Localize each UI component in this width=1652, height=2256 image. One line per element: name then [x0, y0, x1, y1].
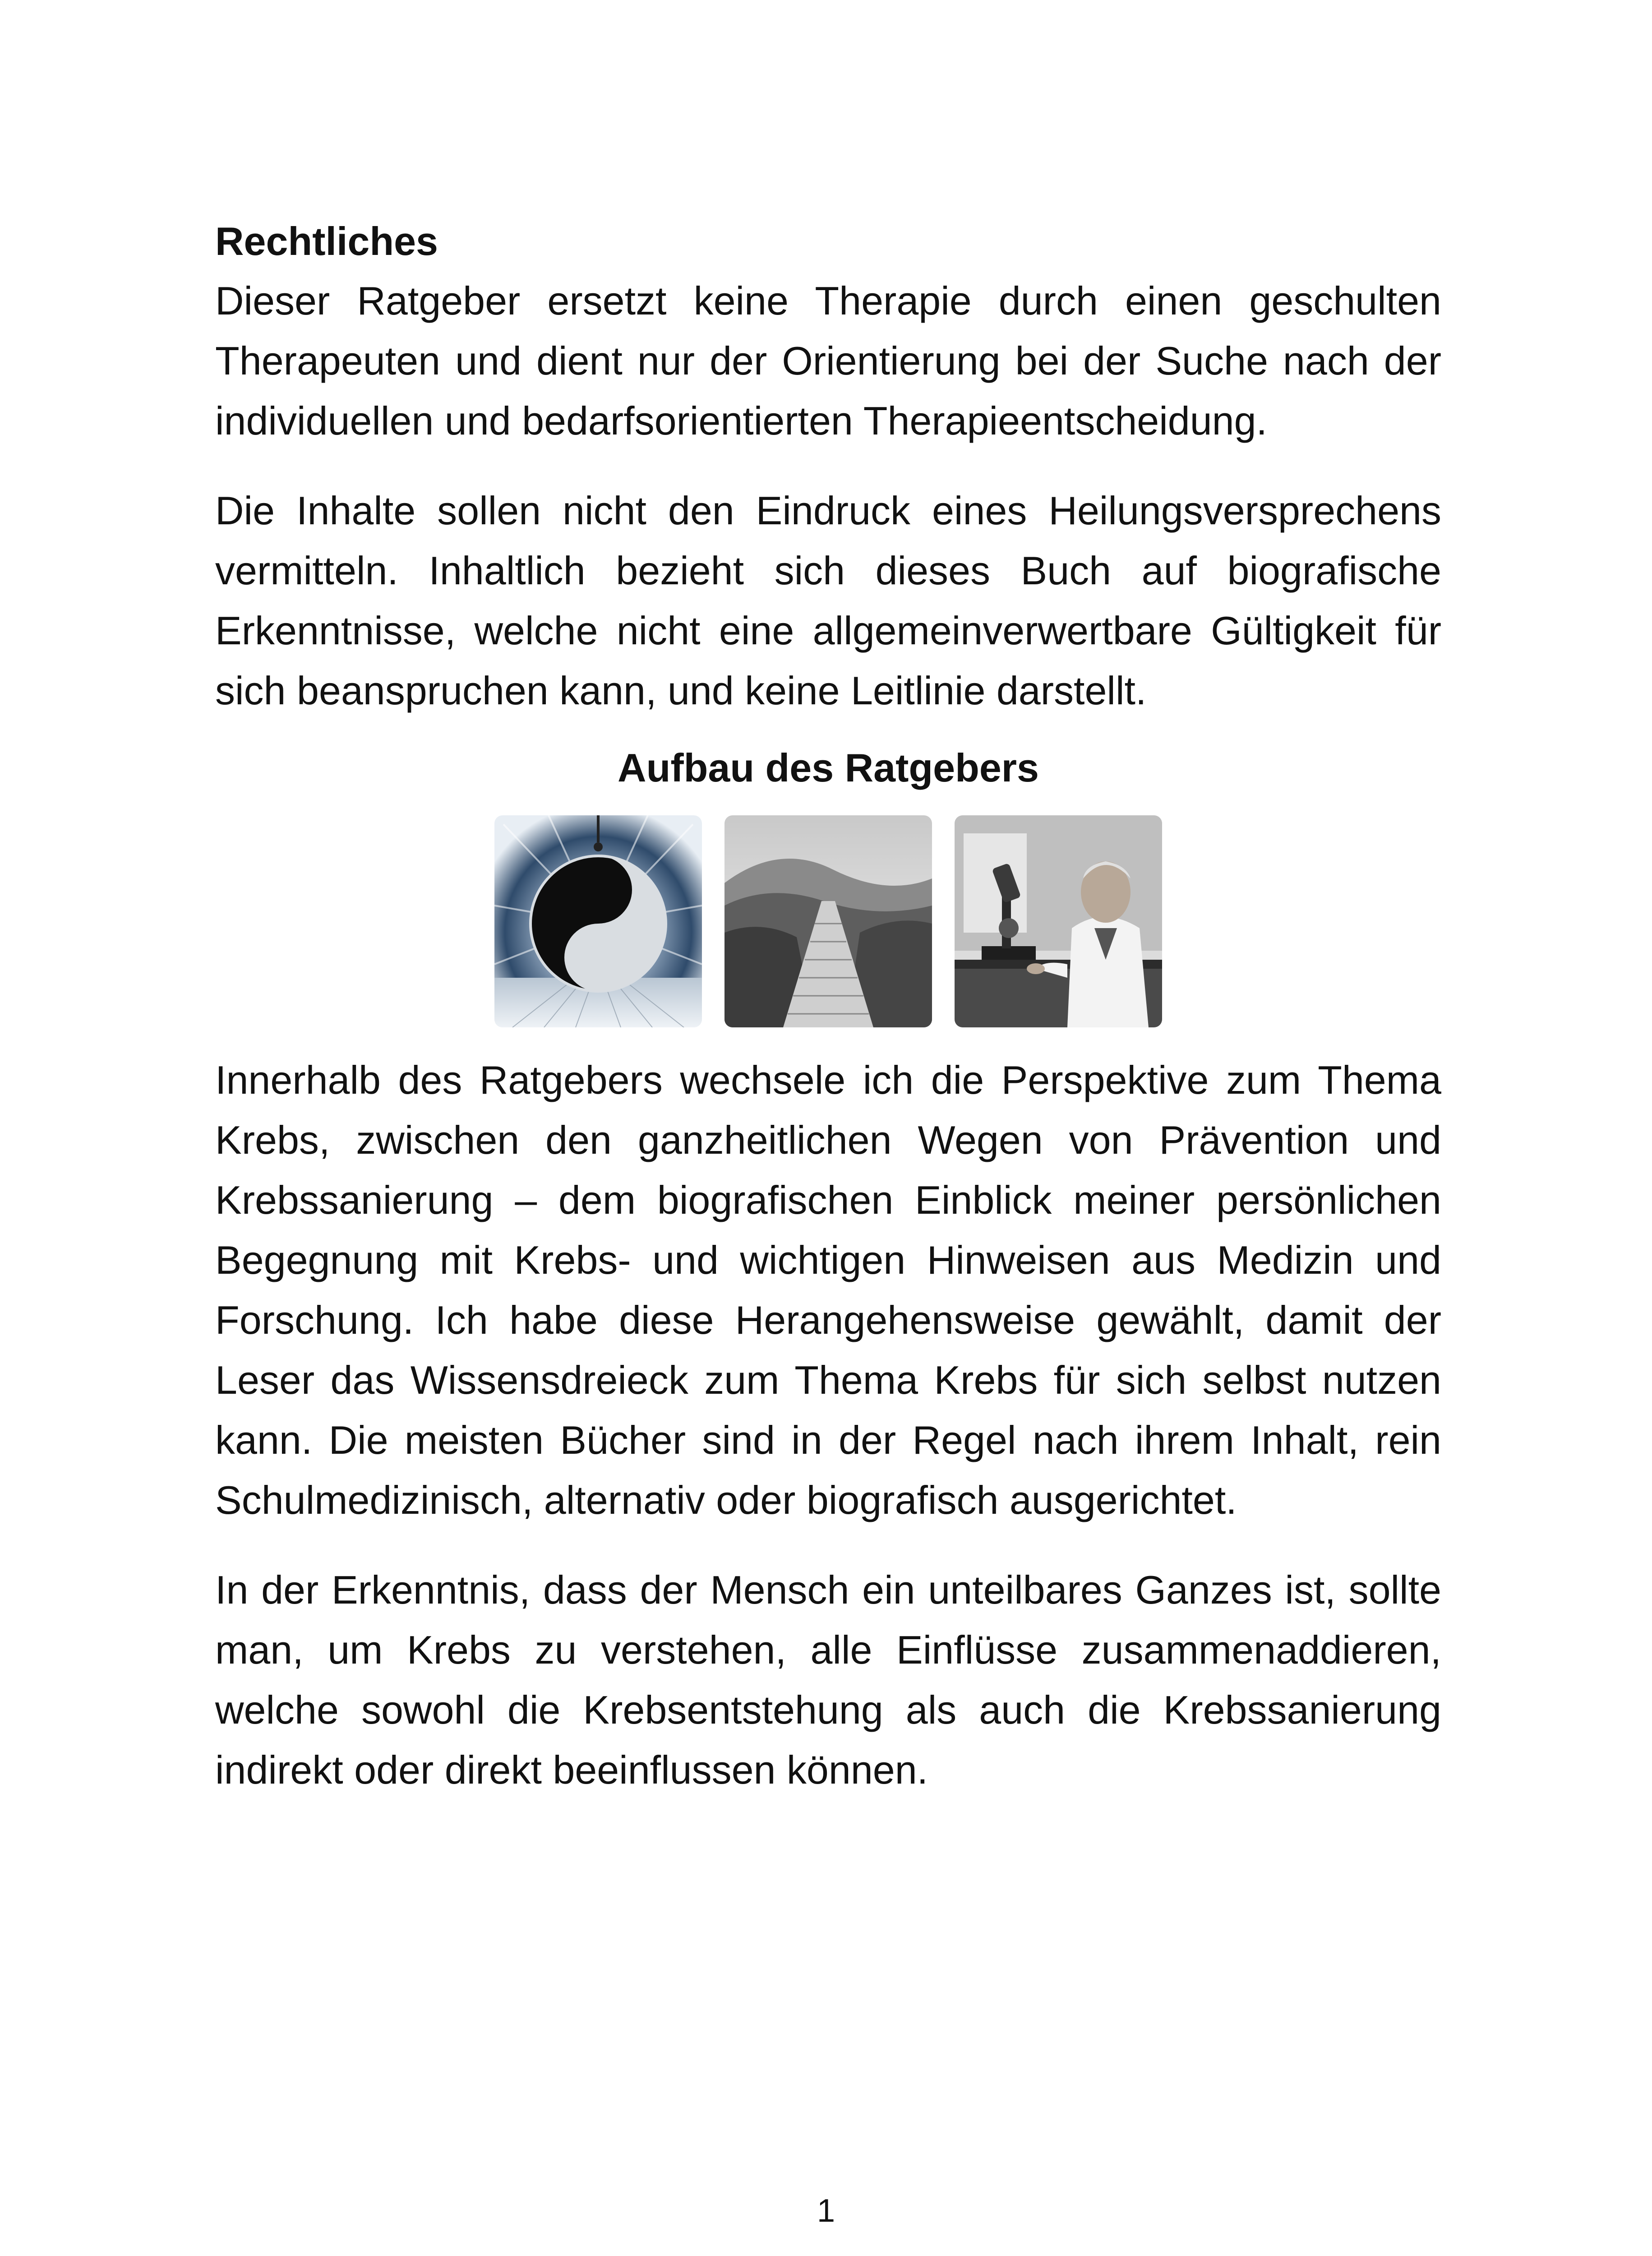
page-number: 1: [817, 2193, 835, 2229]
illustration-row: [215, 815, 1441, 1027]
document-page: [215, 212, 1441, 1800]
structure-paragraph-1: Innerhalb des Ratgebers wechsele ich die Perspektive zum Thema Krebs, zwischen den ganzheitlichen Wegen von Prävention und Krebssanierung – dem biografischen Einblick meiner persönlichen Begegnung mit Krebs- und wichtigen Hinweisen aus Medizin und Forschung. Ich habe diese Herangehensweise gewählt, damit der Leser das Wissensdreieck zum Thema Krebs für sich selbst nutzen kann. Die meisten Bücher sind in der Regel nach ihrem Inhalt, rein Schulmedizinisch, alternativ oder biografisch ausgerichtet.: [215, 1058, 1441, 1522]
scientist-microscope-image: [955, 815, 1162, 1027]
path-image: [724, 815, 932, 1027]
yin-yang-image: [494, 815, 702, 1027]
legal-heading: Rechtliches: [215, 219, 438, 264]
legal-paragraph-2: Die Inhalte sollen nicht den Eindruck eines Heilungsversprechens vermitteln. Inhaltlich bezieht sich dieses Buch auf biografische Erkenntnisse, welche nicht eine allgemeinverwertbare Gültigkeit für sich beanspruchen kann, und keine Leitlinie darstellt.: [215, 488, 1441, 713]
legal-paragraph-1: Dieser Ratgeber ersetzt keine Therapie durch einen geschulten Therapeuten und dient nur der Orientierung bei der Suche nach der individuellen und bedarfsorientierten Therapieentscheidung.: [215, 278, 1441, 443]
structure-title: Aufbau des Ratgebers: [618, 745, 1039, 790]
structure-paragraph-2: In der Erkenntnis, dass der Mensch ein unteilbares Ganzes ist, sollte man, um Krebs zu verstehen, alle Einflüsse zusammenaddieren, welche sowohl die Krebsentstehung als auch die Krebssanierung indirekt oder direkt beeinflussen können.: [215, 1567, 1441, 1792]
